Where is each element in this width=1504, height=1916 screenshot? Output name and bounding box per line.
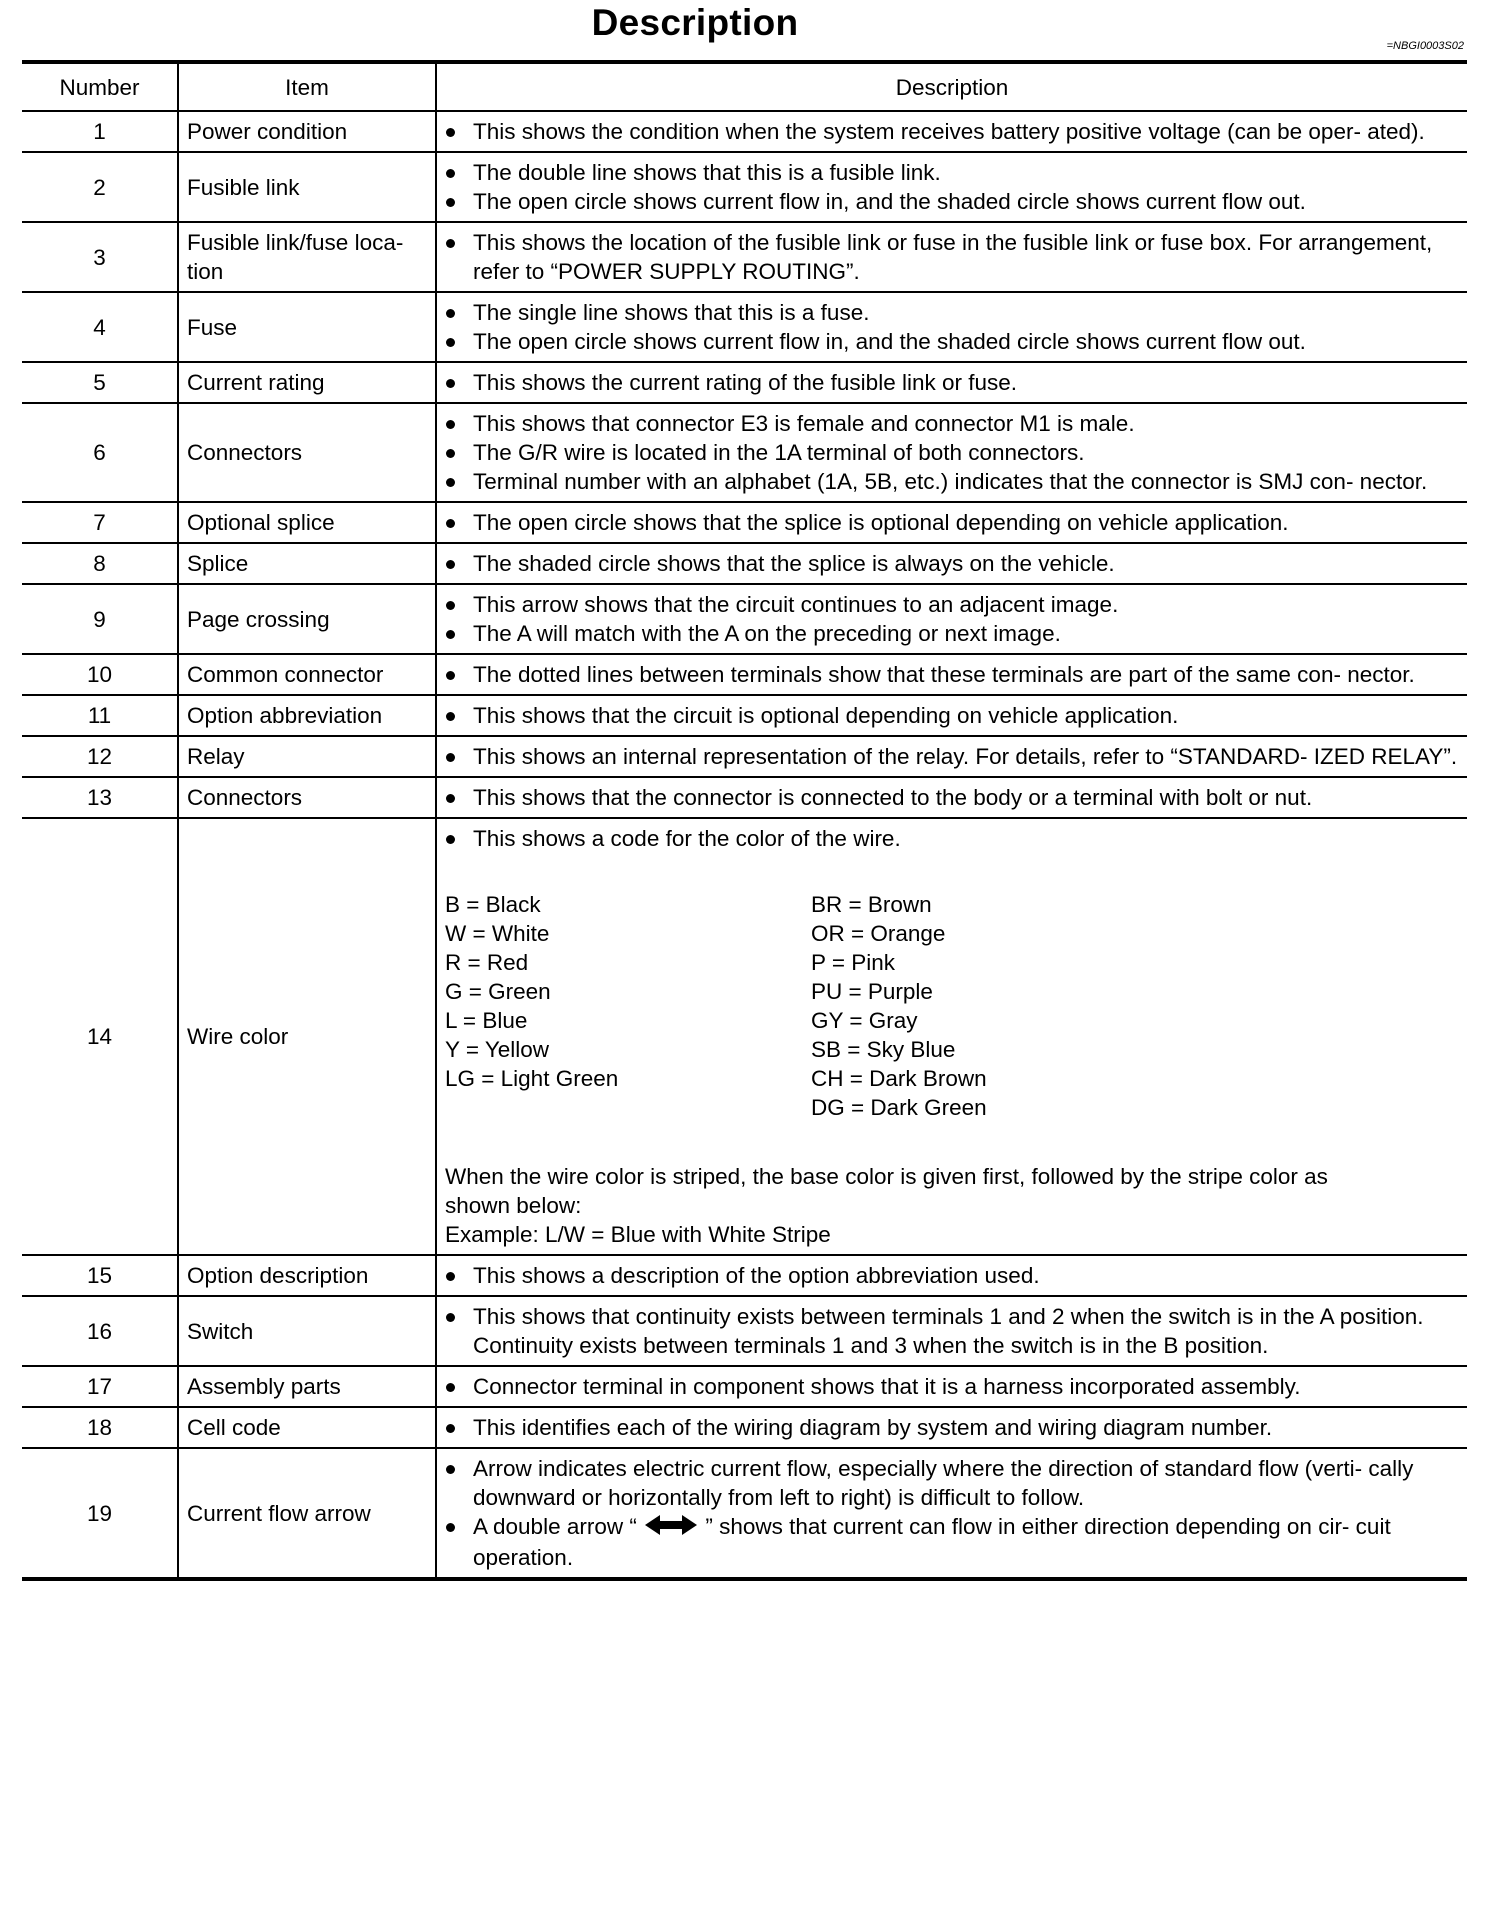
description-column-header: Description [436,62,1467,111]
row-item: Wire color [178,818,436,1255]
bullet-item: This shows the current rating of the fusible link or fuse. [445,368,1459,397]
table-row [22,1296,1467,1366]
bullet-list [445,368,1459,397]
wire-color-code: GY = Gray [811,1008,918,1033]
bullet-item: This shows that the connector is connected to the body or a terminal with bolt or nut. [445,783,1459,812]
bullet-list [445,1372,1459,1401]
wire-color-code: W = White [445,921,550,946]
table-row [22,654,1467,695]
row-item: Cell code [178,1407,436,1448]
bullet-item: The open circle shows current flow in, and the shaded circle shows current flow out. [445,187,1459,216]
row-description [436,543,1467,584]
row-description [436,222,1467,292]
table-row [22,695,1467,736]
row-number: 10 [22,654,178,695]
row-description [436,362,1467,403]
wire-color-column-right [811,890,1177,1122]
row-description [436,1407,1467,1448]
bullet-list [445,1302,1459,1360]
bullet-list [445,228,1459,286]
bullet-item: The shaded circle shows that the splice is always on the vehicle. [445,549,1459,578]
row-number: 19 [22,1448,178,1579]
stripe-color-note [445,1162,1459,1249]
table-row [22,1255,1467,1296]
bullet-item: The open circle shows current flow in, and the shaded circle shows current flow out. [445,327,1459,356]
bullet-item: This shows a code for the color of the wire. [445,824,1459,853]
row-number: 9 [22,584,178,654]
bullet-list [445,508,1459,537]
row-description [436,1296,1467,1366]
row-description [436,403,1467,502]
wire-color-code: LG = Light Green [445,1066,619,1091]
wire-color-code: Y = Yellow [445,1037,550,1062]
wire-color-code: P = Pink [811,950,896,975]
bullet-item [445,1512,1459,1572]
row-description [436,152,1467,222]
bullet-item: The single line shows that this is a fuse. [445,298,1459,327]
row-item: Current rating [178,362,436,403]
row-item: Power condition [178,111,436,152]
row-description [436,695,1467,736]
bullet-item: This shows that continuity exists between terminals 1 and 2 when the switch is in the A position. Continuity exists between terminals 1 and 3 when the switch is in the B position. [445,1302,1459,1360]
wire-color-code: CH = Dark Brown [811,1066,987,1091]
row-description [436,292,1467,362]
bullet-list [445,824,1459,853]
row-description [436,1448,1467,1579]
row-item: Fusible link/fuse loca- tion [178,222,436,292]
table-row [22,292,1467,362]
bullet-item: The open circle shows that the splice is optional depending on vehicle application. [445,508,1459,537]
row-description [436,654,1467,695]
table-row [22,152,1467,222]
bullet-item: The dotted lines between terminals show that these terminals are part of the same con- nector. [445,660,1459,689]
row-description [436,584,1467,654]
bullet-list [445,1413,1459,1442]
description-table [22,60,1467,1581]
wire-color-code: OR = Orange [811,921,946,946]
bullet-item: This identifies each of the wiring diagram by system and wiring diagram number. [445,1413,1459,1442]
row-number: 4 [22,292,178,362]
row-number: 15 [22,1255,178,1296]
wire-color-code: R = Red [445,950,529,975]
document-code: =NBGI0003S02 [1386,40,1464,52]
wire-color-code: PU = Purple [811,979,933,1004]
table-header-row [22,62,1467,111]
row-item: Splice [178,543,436,584]
table-row [22,362,1467,403]
row-item: Connectors [178,403,436,502]
bullet-item: The double line shows that this is a fusible link. [445,158,1459,187]
bullet-item: The A will match with the A on the preceding or next image. [445,619,1459,648]
row-item: Page crossing [178,584,436,654]
bullet-item: The G/R wire is located in the 1A terminal of both connectors. [445,438,1459,467]
row-number: 2 [22,152,178,222]
row-number: 14 [22,818,178,1255]
table-row [22,1366,1467,1407]
bullet-item: This arrow shows that the circuit continues to an adjacent image. [445,590,1459,619]
row-number: 12 [22,736,178,777]
row-item: Current flow arrow [178,1448,436,1579]
table-row [22,502,1467,543]
table-body [22,111,1467,1579]
row-number: 13 [22,777,178,818]
wire-color-code: BR = Brown [811,892,932,917]
row-item: Option description [178,1255,436,1296]
bullet-list [445,783,1459,812]
row-item: Fusible link [178,152,436,222]
row-item: Relay [178,736,436,777]
double-arrow-icon [645,1514,697,1543]
wire-color-code: SB = Sky Blue [811,1037,956,1062]
bullet-list [445,549,1459,578]
bullet-item: Connector terminal in component shows that it is a harness incorporated assembly. [445,1372,1459,1401]
row-description [436,1255,1467,1296]
table-row [22,1407,1467,1448]
bullet-list [445,1454,1459,1572]
table-row [22,736,1467,777]
wire-color-column-left [445,890,811,1122]
row-number: 3 [22,222,178,292]
wire-color-legend [445,890,1459,1122]
row-item: Connectors [178,777,436,818]
bullet-list [445,1261,1459,1290]
row-description [436,818,1467,1255]
row-item: Optional splice [178,502,436,543]
number-column-header: Number [22,62,178,111]
bullet-list [445,409,1459,496]
bullet-list [445,590,1459,648]
stripe-note-line: shown below: [445,1193,582,1218]
row-number: 8 [22,543,178,584]
stripe-note-line: Example: L/W = Blue with White Stripe [445,1222,831,1247]
row-item: Assembly parts [178,1366,436,1407]
table-row [22,222,1467,292]
bullet-item: This shows the condition when the system receives battery positive voltage (can be oper- ated). [445,117,1459,146]
row-number: 1 [22,111,178,152]
bullet-item: This shows an internal representation of the relay. For details, refer to “STANDARD- IZED RELAY”. [445,742,1459,771]
bullet-item: This shows the location of the fusible link or fuse in the fusible link or fuse box. For arrangement, refer to “POWER SUPPLY ROUTING”. [445,228,1459,286]
arrow-text-after: ” shows that current can flow in either direction depending on cir- cuit operation. [473,1514,1391,1570]
item-column-header: Item [178,62,436,111]
wire-color-code: L = Blue [445,1008,528,1033]
row-number: 16 [22,1296,178,1366]
wire-color-code: B = Black [445,892,541,917]
table-row [22,111,1467,152]
row-number: 6 [22,403,178,502]
row-item: Common connector [178,654,436,695]
table-row [22,584,1467,654]
wire-color-code: DG = Dark Green [811,1095,987,1120]
bullet-list [445,742,1459,771]
wire-color-code: G = Green [445,979,551,1004]
row-number: 17 [22,1366,178,1407]
arrow-text-before: A double arrow “ [473,1514,644,1539]
bullet-item: This shows a description of the option abbreviation used. [445,1261,1459,1290]
row-number: 7 [22,502,178,543]
table-row [22,777,1467,818]
row-item: Switch [178,1296,436,1366]
row-description [436,736,1467,777]
row-description [436,777,1467,818]
bullet-item: This shows that the circuit is optional depending on vehicle application. [445,701,1459,730]
bullet-list [445,298,1459,356]
bullet-item: Arrow indicates electric current flow, especially where the direction of standard flow (verti- cally downward or horizontally from left to right) is difficult to follow. [445,1454,1459,1512]
row-number: 5 [22,362,178,403]
page-title: Description [591,2,799,43]
table-row [22,1448,1467,1579]
bullet-item: Terminal number with an alphabet (1A, 5B, etc.) indicates that the connector is SMJ con- nector. [445,467,1459,496]
bullet-item: This shows that connector E3 is female and connector M1 is male. [445,409,1459,438]
row-number: 11 [22,695,178,736]
bullet-list [445,660,1459,689]
row-description [436,502,1467,543]
row-item: Option abbreviation [178,695,436,736]
row-description [436,111,1467,152]
table-row [22,818,1467,1255]
bullet-list [445,117,1459,146]
stripe-note-line: When the wire color is striped, the base color is given first, followed by the stripe color as [445,1164,1328,1189]
bullet-list [445,701,1459,730]
bullet-list [445,158,1459,216]
table-row [22,403,1467,502]
row-description [436,1366,1467,1407]
row-number: 18 [22,1407,178,1448]
table-row [22,543,1467,584]
row-item: Fuse [178,292,436,362]
